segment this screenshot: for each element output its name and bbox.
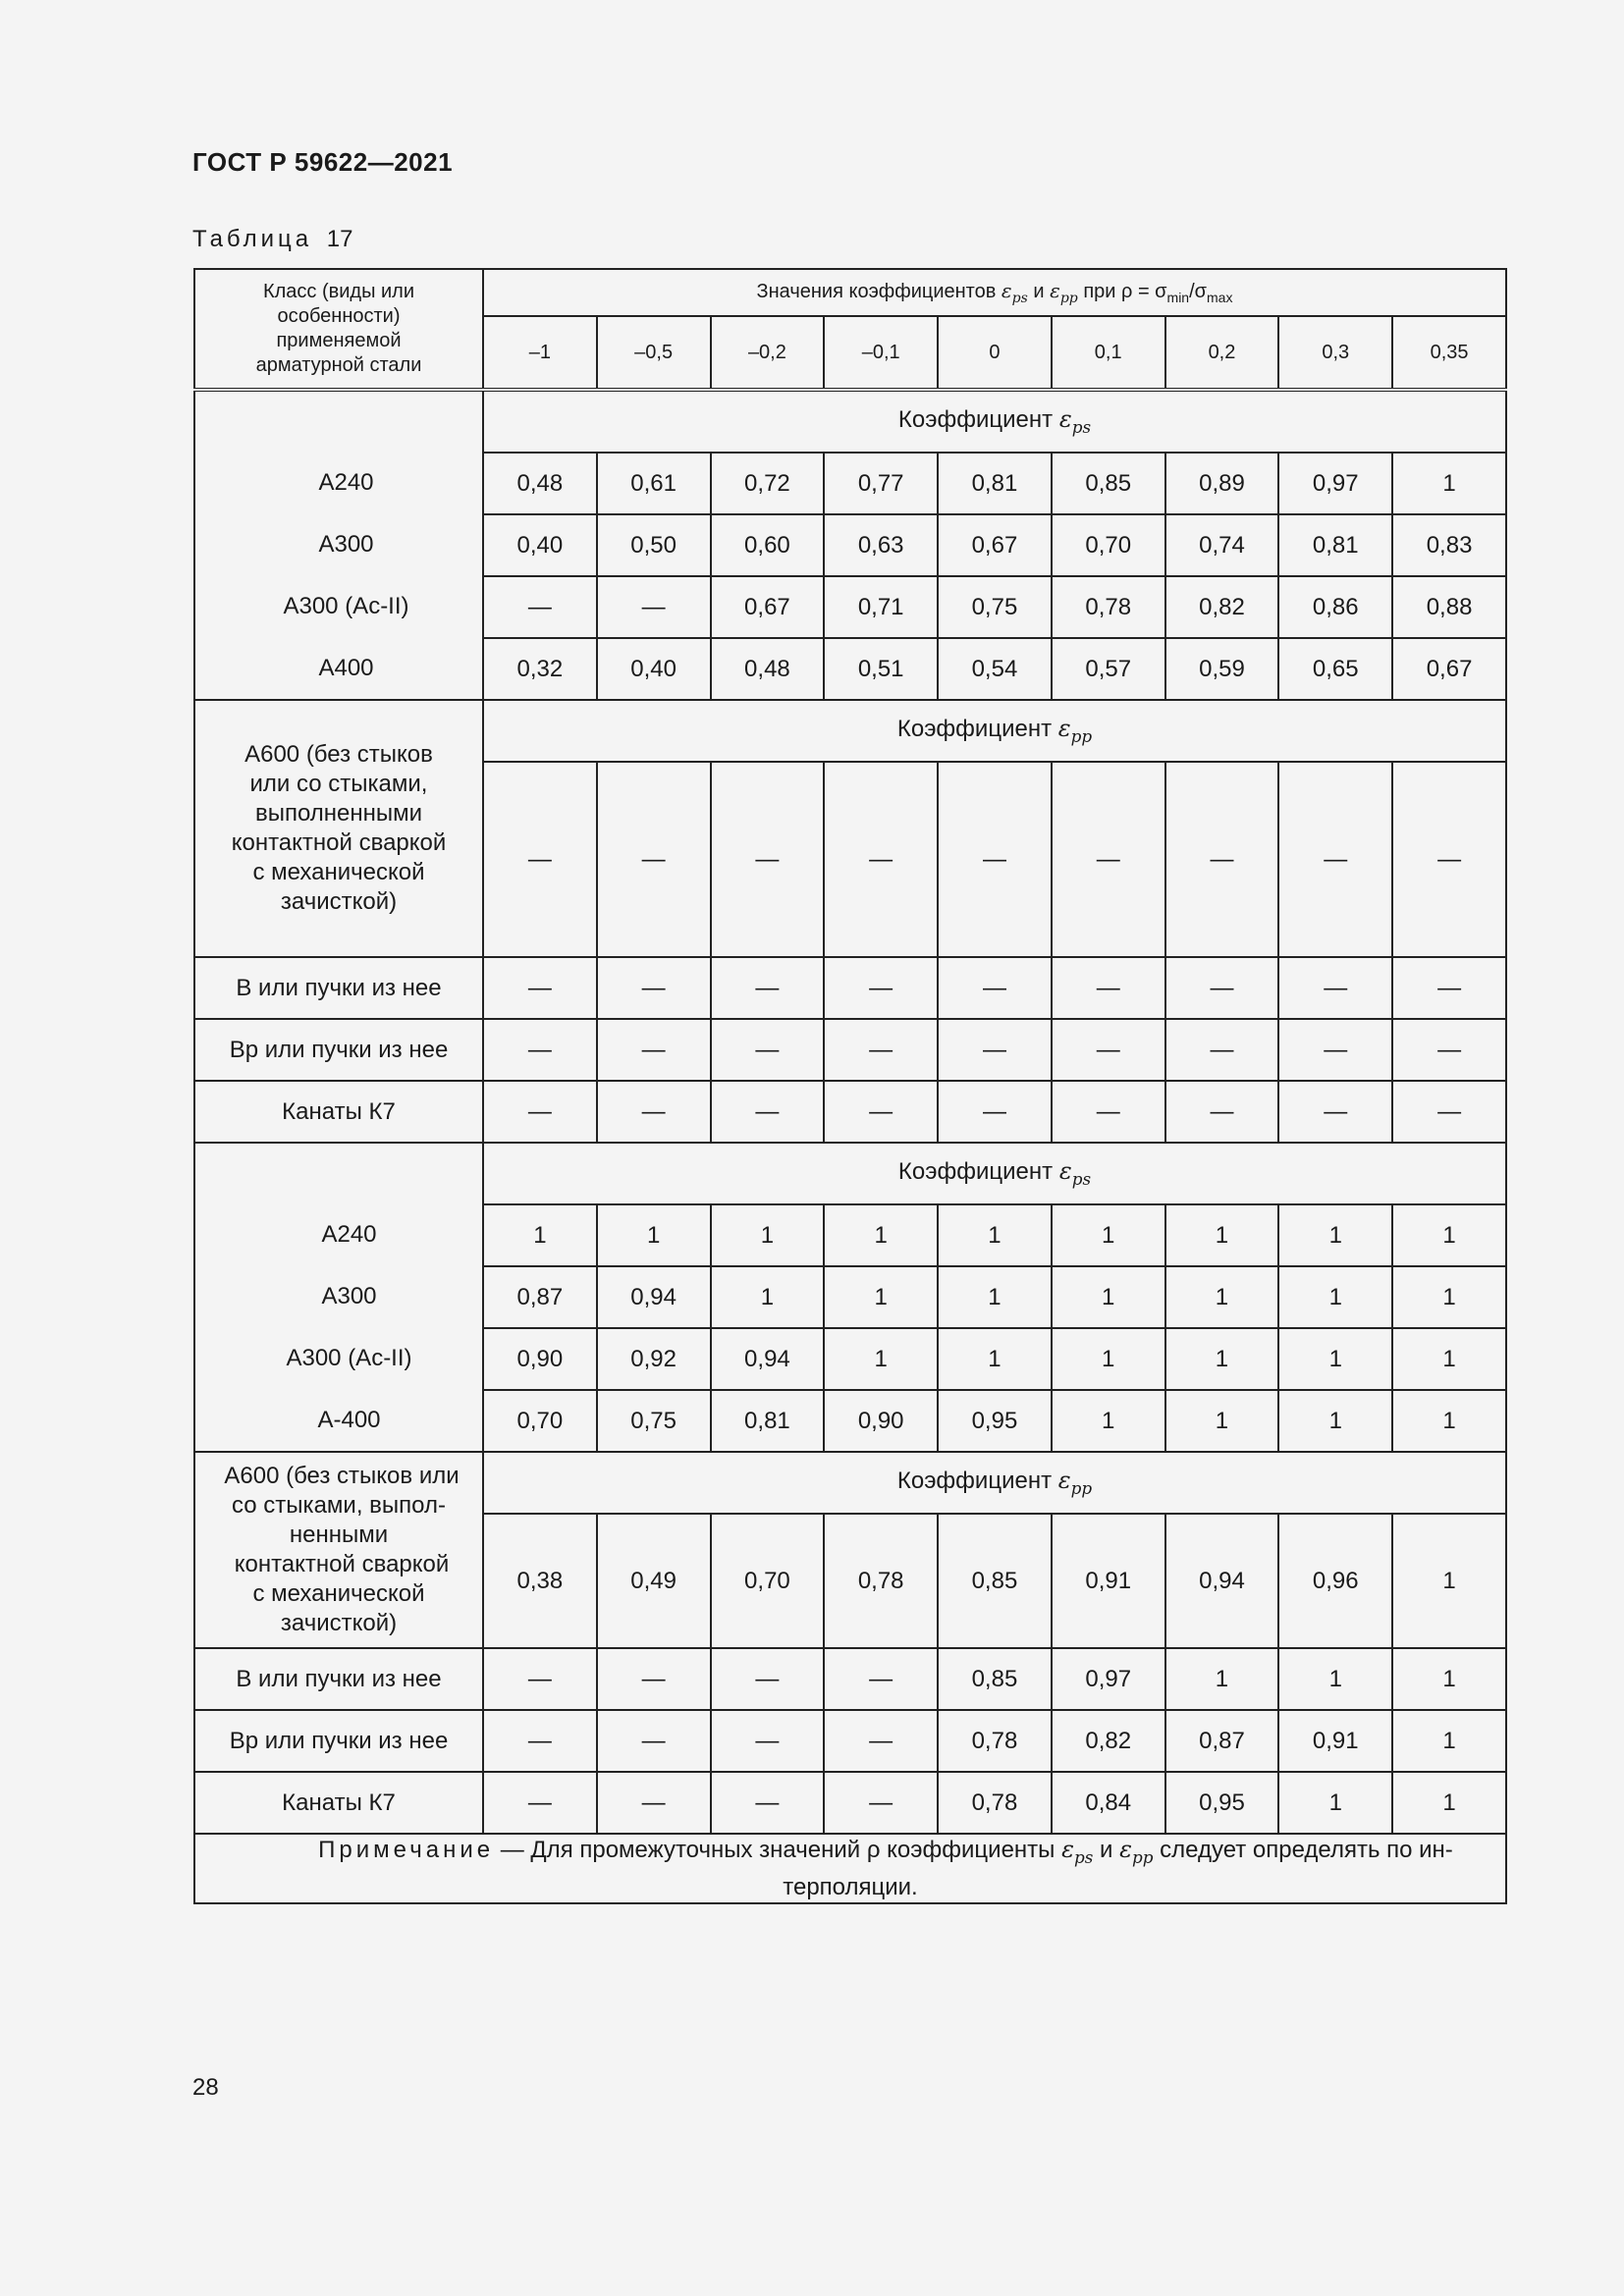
coefficient-word: Коэффициент xyxy=(896,1468,1058,1495)
table-cell: — xyxy=(1052,1019,1165,1081)
section-title xyxy=(483,700,1506,762)
class-label: Канаты К7 xyxy=(194,1081,483,1143)
class-label-line: А600 (без стыков или xyxy=(224,1463,460,1489)
table-cell: 0,59 xyxy=(1165,638,1279,700)
class-label: А300 xyxy=(321,1283,377,1309)
table-cell: 0,61 xyxy=(597,453,711,514)
table-cell: — xyxy=(597,1019,711,1081)
table-cell: — xyxy=(483,1081,597,1143)
table-cell: — xyxy=(597,1648,711,1710)
rho-value: 0,35 xyxy=(1392,316,1506,390)
table-cell: 0,91 xyxy=(1052,1514,1165,1648)
table-cell: 0,96 xyxy=(1278,1514,1392,1648)
table-cell: — xyxy=(824,762,938,957)
table-cell: 0,57 xyxy=(1052,638,1165,700)
table-cell: — xyxy=(938,1081,1052,1143)
table-cell: 0,94 xyxy=(597,1266,711,1328)
table-cell: 1 xyxy=(1165,1648,1279,1710)
table-cell: 1 xyxy=(1052,1390,1165,1452)
class-label: А400 xyxy=(318,655,374,681)
rho-value: 0 xyxy=(938,316,1052,390)
rho-value: 0,1 xyxy=(1052,316,1165,390)
class-label-line: ненными xyxy=(289,1522,389,1548)
section-title xyxy=(483,1452,1506,1514)
class-label: А240 xyxy=(321,1221,377,1248)
table-cell: — xyxy=(597,1710,711,1772)
table-cell: — xyxy=(483,1648,597,1710)
table-cell: 1 xyxy=(1392,1648,1506,1710)
table-cell: — xyxy=(597,576,711,638)
class-label: А300 (Ас-II) xyxy=(283,593,409,619)
table-cell: 0,32 xyxy=(483,638,597,700)
values-header-and: и xyxy=(1027,281,1051,302)
table-cell: 0,70 xyxy=(1052,514,1165,576)
table-cell: 0,82 xyxy=(1052,1710,1165,1772)
table-cell: — xyxy=(597,762,711,957)
table-cell: — xyxy=(1165,1081,1279,1143)
coefficient-word: Коэффициент xyxy=(897,1158,1059,1186)
class-label: А300 (Ас-II) xyxy=(286,1345,412,1371)
subscript-pp: pp xyxy=(1131,1846,1154,1867)
table-caption xyxy=(192,226,352,253)
class-label-line: контактной сваркой xyxy=(231,829,447,856)
class-label-line: зачисткой) xyxy=(280,1610,398,1636)
table-cell: 0,65 xyxy=(1278,638,1392,700)
class-label-line: с механической xyxy=(252,1580,425,1607)
table-cell: — xyxy=(1278,762,1392,957)
table-cell: 0,85 xyxy=(938,1514,1052,1648)
table-cell: 0,48 xyxy=(483,453,597,514)
table-cell: 0,91 xyxy=(1278,1710,1392,1772)
table-cell: — xyxy=(1165,1019,1279,1081)
table-cell: — xyxy=(824,1081,938,1143)
epsilon-symbol: ε xyxy=(1058,1157,1072,1186)
class-label: Вр или пучки из нее xyxy=(194,1019,483,1081)
table-cell: 0,81 xyxy=(1278,514,1392,576)
table-cell: 0,95 xyxy=(938,1390,1052,1452)
section-title xyxy=(483,390,1506,453)
table-cell: 1 xyxy=(711,1266,825,1328)
table-cell: 1 xyxy=(1392,1772,1506,1834)
table-cell: 0,51 xyxy=(824,638,938,700)
table-cell: 1 xyxy=(1392,1390,1506,1452)
class-label: Вр или пучки из нее xyxy=(194,1710,483,1772)
table-cell: — xyxy=(938,762,1052,957)
table-cell: 0,81 xyxy=(711,1390,825,1452)
subscript-ps: ps xyxy=(1011,291,1028,306)
table-cell: 1 xyxy=(938,1204,1052,1266)
table-cell: 0,85 xyxy=(938,1648,1052,1710)
rho-value: 0,3 xyxy=(1278,316,1392,390)
section-header-ps xyxy=(194,390,1506,453)
class-header-line: Класс (виды или xyxy=(262,281,415,302)
table-cell: 1 xyxy=(1278,1648,1392,1710)
table-cell: — xyxy=(711,1081,825,1143)
note-text: — Для промежуточных значений ρ коэффициенты xyxy=(494,1837,1062,1863)
table-cell: — xyxy=(938,1019,1052,1081)
table-cell: — xyxy=(1165,762,1279,957)
class-label-line: А600 (без стыков xyxy=(244,741,433,768)
table-cell: 1 xyxy=(1278,1204,1392,1266)
table-cell: — xyxy=(483,957,597,1019)
values-header-prefix: Значения коэффициентов xyxy=(756,281,1001,302)
table-cell: 1 xyxy=(1278,1266,1392,1328)
class-header-line: применяемой xyxy=(276,330,402,351)
table-cell: — xyxy=(711,1710,825,1772)
section-header-pp xyxy=(194,700,1506,762)
epsilon-symbol: ε xyxy=(1050,279,1060,302)
note-text: терполяции. xyxy=(783,1873,918,1900)
table-cell: 0,70 xyxy=(483,1390,597,1452)
table-cell: 1 xyxy=(1392,1204,1506,1266)
class-label: В или пучки из нее xyxy=(194,957,483,1019)
rho-value: –0,2 xyxy=(711,316,825,390)
table-cell: 0,67 xyxy=(938,514,1052,576)
table-cell: 0,38 xyxy=(483,1514,597,1648)
class-labels-group xyxy=(194,1143,483,1452)
table-cell: 1 xyxy=(1278,1772,1392,1834)
section-header-ps xyxy=(194,1143,1506,1204)
table-caption-number: 17 xyxy=(326,226,353,252)
table-cell: 1 xyxy=(1052,1204,1165,1266)
table-cell: 0,40 xyxy=(597,638,711,700)
table-cell: 0,75 xyxy=(938,576,1052,638)
epsilon-symbol: ε xyxy=(1119,1836,1132,1863)
table-cell: 0,86 xyxy=(1278,576,1392,638)
class-label-line: контактной сваркой xyxy=(234,1551,450,1577)
table-cell: 1 xyxy=(824,1266,938,1328)
table-cell: 0,90 xyxy=(824,1390,938,1452)
table-row xyxy=(194,1772,1506,1834)
class-label-line: со стыками, выпол- xyxy=(232,1492,446,1519)
table-cell: 1 xyxy=(1392,1514,1506,1648)
table-note xyxy=(194,1834,1506,1903)
class-label-line: зачисткой) xyxy=(280,888,398,915)
table-row xyxy=(194,1710,1506,1772)
table-cell: — xyxy=(824,1019,938,1081)
page-number: 28 xyxy=(192,2074,219,2101)
subscript-pp: pp xyxy=(1070,725,1093,746)
section-title xyxy=(483,1143,1506,1204)
table-cell: 0,94 xyxy=(711,1328,825,1390)
table-cell: 1 xyxy=(1392,1710,1506,1772)
table-cell: 0,72 xyxy=(711,453,825,514)
table-cell: — xyxy=(483,1710,597,1772)
table-cell: 0,84 xyxy=(1052,1772,1165,1834)
table-cell: — xyxy=(483,1772,597,1834)
note-text: и xyxy=(1093,1837,1120,1863)
table-cell: 1 xyxy=(938,1328,1052,1390)
section-header-pp xyxy=(194,1452,1506,1514)
table-row xyxy=(194,1019,1506,1081)
table-cell: 0,71 xyxy=(824,576,938,638)
table-cell: — xyxy=(597,1081,711,1143)
table-cell: 0,54 xyxy=(938,638,1052,700)
table-cell: 0,88 xyxy=(1392,576,1506,638)
table-cell: 1 xyxy=(1392,1328,1506,1390)
table-cell: 1 xyxy=(1165,1328,1279,1390)
table-cell: 0,78 xyxy=(1052,576,1165,638)
epsilon-symbol: ε xyxy=(1057,715,1071,743)
table-cell: 1 xyxy=(1278,1328,1392,1390)
document-title: ГОСТ Р 59622—2021 xyxy=(192,147,454,177)
class-column-header xyxy=(194,269,483,390)
table-cell: 0,48 xyxy=(711,638,825,700)
subscript-ps: ps xyxy=(1071,1168,1092,1189)
table-row xyxy=(194,957,1506,1019)
class-header-line: особенности) xyxy=(277,305,401,327)
table-cell: 0,78 xyxy=(938,1772,1052,1834)
subscript-ps: ps xyxy=(1071,416,1092,437)
table-cell: — xyxy=(483,1019,597,1081)
table-cell: — xyxy=(824,1648,938,1710)
table-cell: 1 xyxy=(1392,1266,1506,1328)
table-cell: 0,85 xyxy=(1052,453,1165,514)
table-cell: — xyxy=(1278,1019,1392,1081)
table-cell: — xyxy=(1052,1081,1165,1143)
table-cell: 1 xyxy=(1165,1390,1279,1452)
class-label: А300 xyxy=(318,531,374,558)
table-cell: — xyxy=(938,957,1052,1019)
note-row xyxy=(194,1834,1506,1903)
table-cell: — xyxy=(824,957,938,1019)
table-cell: 1 xyxy=(483,1204,597,1266)
table-cell: 0,83 xyxy=(1392,514,1506,576)
table-cell: — xyxy=(711,1772,825,1834)
table-cell: 0,92 xyxy=(597,1328,711,1390)
table-cell: 1 xyxy=(938,1266,1052,1328)
table-cell: 0,74 xyxy=(1165,514,1279,576)
table-cell: 0,63 xyxy=(824,514,938,576)
note-heading: Примечание xyxy=(318,1837,495,1863)
table-cell: — xyxy=(1165,957,1279,1019)
epsilon-symbol: ε xyxy=(1057,1467,1071,1495)
class-label-line: с механической xyxy=(252,859,425,885)
table-cell: — xyxy=(1052,762,1165,957)
table-cell: 0,82 xyxy=(1165,576,1279,638)
coefficient-word: Коэффициент xyxy=(897,406,1059,434)
subscript-min: min xyxy=(1166,290,1190,305)
table-cell: 0,50 xyxy=(597,514,711,576)
values-header-rho: при ρ = σ xyxy=(1077,281,1167,302)
table-cell: 0,81 xyxy=(938,453,1052,514)
rho-value: –0,1 xyxy=(824,316,938,390)
table-cell: 0,97 xyxy=(1052,1648,1165,1710)
values-column-header xyxy=(483,269,1506,316)
table-header-row xyxy=(194,269,1506,316)
table-cell: 1 xyxy=(1392,453,1506,514)
table-cell: — xyxy=(711,1019,825,1081)
table-cell: 0,90 xyxy=(483,1328,597,1390)
table-cell: 0,87 xyxy=(1165,1710,1279,1772)
table-cell: 0,87 xyxy=(483,1266,597,1328)
subscript-max: max xyxy=(1207,290,1233,305)
coefficient-word: Коэффициент xyxy=(896,716,1058,743)
table-cell: 1 xyxy=(1052,1328,1165,1390)
class-label-line: или со стыками, xyxy=(249,771,428,797)
class-label-a600 xyxy=(194,1452,483,1648)
rho-value: –1 xyxy=(483,316,597,390)
epsilon-symbol: ε xyxy=(1058,405,1072,434)
table-cell: 1 xyxy=(824,1204,938,1266)
table-cell: — xyxy=(1278,1081,1392,1143)
note-text: следует определять по ин- xyxy=(1153,1837,1453,1863)
table-cell: 0,75 xyxy=(597,1390,711,1452)
table-cell: 0,67 xyxy=(711,576,825,638)
subscript-ps: ps xyxy=(1073,1846,1094,1867)
table-cell: 0,89 xyxy=(1165,453,1279,514)
coefficients-table xyxy=(193,268,1507,1904)
table-cell: — xyxy=(711,957,825,1019)
table-cell: 0,95 xyxy=(1165,1772,1279,1834)
class-header-line: арматурной стали xyxy=(255,354,422,376)
epsilon-symbol: ε xyxy=(1001,279,1012,302)
table-cell: — xyxy=(711,1648,825,1710)
table-cell: — xyxy=(711,762,825,957)
table-row xyxy=(194,1081,1506,1143)
rho-value: 0,2 xyxy=(1165,316,1279,390)
class-label-line: выполненными xyxy=(254,800,423,827)
table-cell: 0,40 xyxy=(483,514,597,576)
table-cell: 0,67 xyxy=(1392,638,1506,700)
class-label: А240 xyxy=(318,469,374,496)
table-cell: 1 xyxy=(1052,1266,1165,1328)
table-cell: 1 xyxy=(711,1204,825,1266)
epsilon-symbol: ε xyxy=(1061,1836,1074,1863)
subscript-pp: pp xyxy=(1059,291,1078,306)
table-cell: — xyxy=(597,1772,711,1834)
table-cell: 0,78 xyxy=(824,1514,938,1648)
table-cell: 1 xyxy=(1165,1204,1279,1266)
class-label: Канаты К7 xyxy=(194,1772,483,1834)
table-cell: 0,78 xyxy=(938,1710,1052,1772)
class-labels-group xyxy=(194,390,483,700)
table-cell: 1 xyxy=(1165,1266,1279,1328)
table-cell: — xyxy=(597,957,711,1019)
table-caption-word: Таблица xyxy=(192,226,313,252)
table-cell: — xyxy=(824,1710,938,1772)
table-cell: 0,60 xyxy=(711,514,825,576)
table-cell: — xyxy=(824,1772,938,1834)
table-cell: — xyxy=(483,762,597,957)
table-cell: — xyxy=(1392,1019,1506,1081)
class-label: В или пучки из нее xyxy=(194,1648,483,1710)
table-cell: 0,97 xyxy=(1278,453,1392,514)
rho-value: –0,5 xyxy=(597,316,711,390)
table-cell: — xyxy=(1392,957,1506,1019)
table-row xyxy=(194,1648,1506,1710)
table-cell: — xyxy=(1392,762,1506,957)
values-header-slash: /σ xyxy=(1189,281,1207,302)
table-cell: — xyxy=(483,576,597,638)
table-cell: — xyxy=(1392,1081,1506,1143)
table-cell: 0,70 xyxy=(711,1514,825,1648)
class-label-a600 xyxy=(194,700,483,957)
table-cell: 1 xyxy=(1278,1390,1392,1452)
table-cell: 1 xyxy=(824,1328,938,1390)
table-cell: 0,94 xyxy=(1165,1514,1279,1648)
table-cell: 1 xyxy=(597,1204,711,1266)
table-cell: 0,49 xyxy=(597,1514,711,1648)
class-label: А-400 xyxy=(317,1407,381,1433)
table-cell: — xyxy=(1052,957,1165,1019)
table-cell: — xyxy=(1278,957,1392,1019)
table-cell: 0,77 xyxy=(824,453,938,514)
subscript-pp: pp xyxy=(1070,1477,1093,1498)
